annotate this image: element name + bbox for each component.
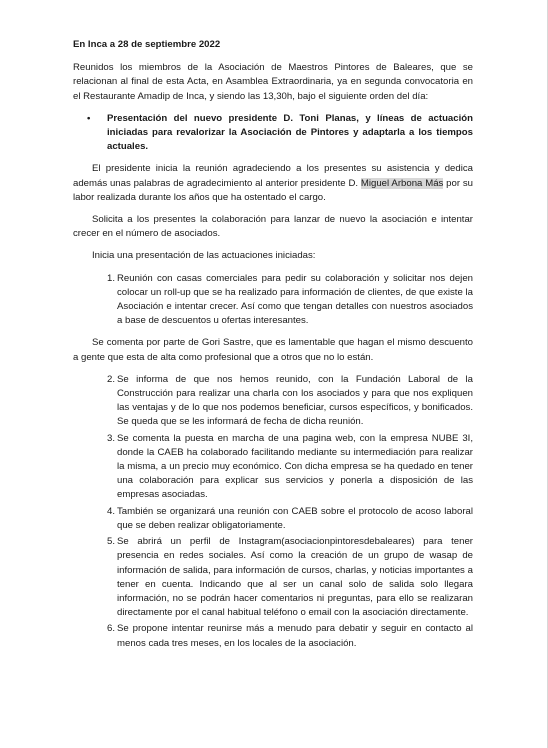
president-text-after: por su labor realizada durante los años que ha ostentado el cargo. [73, 177, 473, 203]
list-item-text: También se organizará una reunión con CAEB sobre el protocolo de acoso laboral que se deben realizar obligatoriamente. [117, 505, 473, 531]
collaboration-paragraph: Solicita a los presentes la colaboración para lanzar de nuevo la asociación e intentar crecer en el número de asociados. [73, 214, 473, 240]
list-item-text: Se informa de que nos hemos reunido, con la Fundación Laboral de la Construcción para realizar una charla con los asociados y para que nos expliquen las ventajas y de lo que nos podemos beneficiar, cursos específicos, y bonificados. Se queda que se les informará de fecha de dicha reunión. [117, 373, 473, 428]
list-item-text: Reunión con casas comerciales para pedir su colaboración y solicitar nos dejen colocar un roll-up que se ha realizado para información de clientes, de que existe la Asociación e intentar crecer. Así como que tengan detalles con nuestros asociados a base de descuentos u ofertas interesantes. [117, 272, 473, 327]
president-paragraph [73, 162, 473, 205]
list-number: 2. [107, 373, 116, 385]
list-item-text: Se propone intentar reunirse más a menudo para debatir y seguir en contacto al menos cada tres meses, en los locales de la asociación. [117, 623, 473, 649]
list-item [73, 272, 473, 329]
list-item [73, 432, 473, 503]
actions-lead: Inicia una presentación de las actuaciones iniciadas: [92, 250, 316, 262]
date-line: En Inca a 28 de septiembre 2022 [73, 39, 221, 50]
document-body [73, 38, 473, 659]
list-item-text: Se comenta la puesta en marcha de una pagina web, con la empresa NUBE 3I, donde la CAEB ha colaborado facilitando mediante su intermediación para realizar la misma, a un precio muy económico. Con dicha empresa se ha quedado en tener una colaboración para explicar sus servicios y ponerla a disposición de las empresas asociadas. [117, 432, 473, 501]
list-item [73, 505, 473, 533]
list-number: 1. [107, 272, 116, 284]
list-number: 4. [107, 505, 116, 517]
list-item [73, 535, 473, 620]
agenda-list [73, 112, 473, 155]
list-number: 3. [107, 432, 116, 444]
intro-paragraph: Reunidos los miembros de la Asociación de Maestros Pintores de Baleares, que se relacionan al final de esta Acta, en Asamblea Extraordinaria, ya en segunda convocatoria en el Restaurante Amadip de Inca, y siendo las 13,30h, bajo el siguiente orden del día: [73, 62, 473, 102]
agenda-item-text: Presentación del nuevo presidente D. Toni Planas, y líneas de actuación iniciadas para revalorizar la Asociación de Pintores y adaptarla a los tiempos actuales. [107, 112, 473, 153]
bullet-icon: • [87, 112, 91, 124]
list-number: 6. [107, 623, 116, 635]
highlighted-name: Miguel Arbona Más [360, 177, 444, 189]
list-item [73, 622, 473, 650]
list-item [73, 373, 473, 430]
actions-list-1 [73, 272, 473, 329]
list-number: 5. [107, 536, 116, 548]
president-text-before: El presidente inicia la reunión agradeciendo a los presentes su asistencia y dedica además unas palabras de agradecimiento al anterior presidente D. [73, 163, 473, 189]
agenda-item [73, 112, 473, 155]
list-item-text: Se abrirá un perfil de Instagram(asociacionpintoresdebaleares) para tener presencia en redes sociales. Así como la creación de un grupo de wasap de información de salida, para información de cursos, charlas, y noticias importantes a tener en cuenta. Indicando que al ser un canal solo de salida solo llegara información, no se podrán hacer comentarios ni preguntas, para ello se realizaran directamente por el canal habitual teléfono o email con la asociación directamente. [117, 536, 473, 619]
gori-paragraph: Se comenta por parte de Gori Sastre, que es lamentable que hagan el mismo descuento a gente que esta de alta como profesional que a otros que no lo están. [73, 337, 473, 363]
actions-list-2 [73, 373, 473, 651]
